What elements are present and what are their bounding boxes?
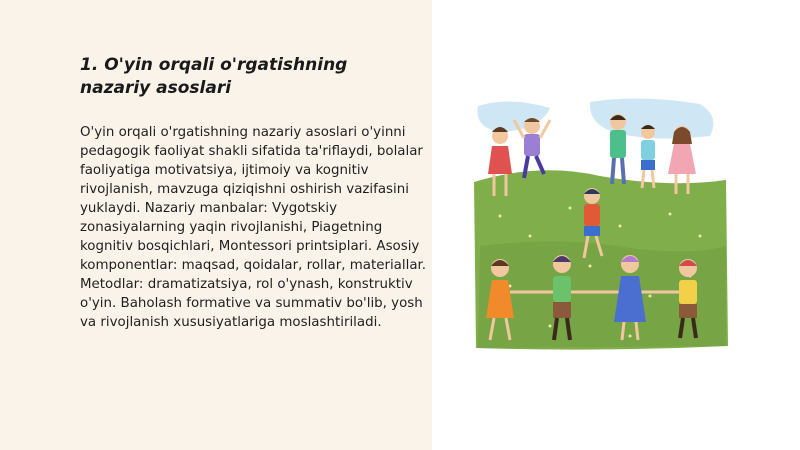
slide-body-text: O'yin orqali o'rgatishning nazariy asoslari o'yinni pedagogik faoliyat shakli sifatida ta'riflaydi, bolalar faoliyatiga motivatsiya, ijtimoiy va kognitiv rivojlanish, mavzuga qiziqishni oshirish vazifasini yuklaydi. Nazariy manbalar: Vygotskiy zonasiyalarning yaqin rivojlanishi, Piagetning kognitiv bosqichlari, Montessori printsiplari. Asosiy komponentlar: maqsad, qoidalar, rollar, materiallar. Metodlar: dramatizatsiya, rol o'ynash, konstruktiv o'yin. Baholash formative va summativ bo'lib, yosh va rivojlanish xususiyatlariga moslashtiriladi. — [80, 125, 427, 330]
child-figure — [641, 125, 655, 188]
children-playing-illustration — [470, 96, 730, 354]
slide-title: 1. O'yin orqali o'rgatishning nazariy asoslari — [80, 55, 348, 98]
child-figure — [610, 114, 626, 184]
child-figure — [514, 118, 550, 178]
